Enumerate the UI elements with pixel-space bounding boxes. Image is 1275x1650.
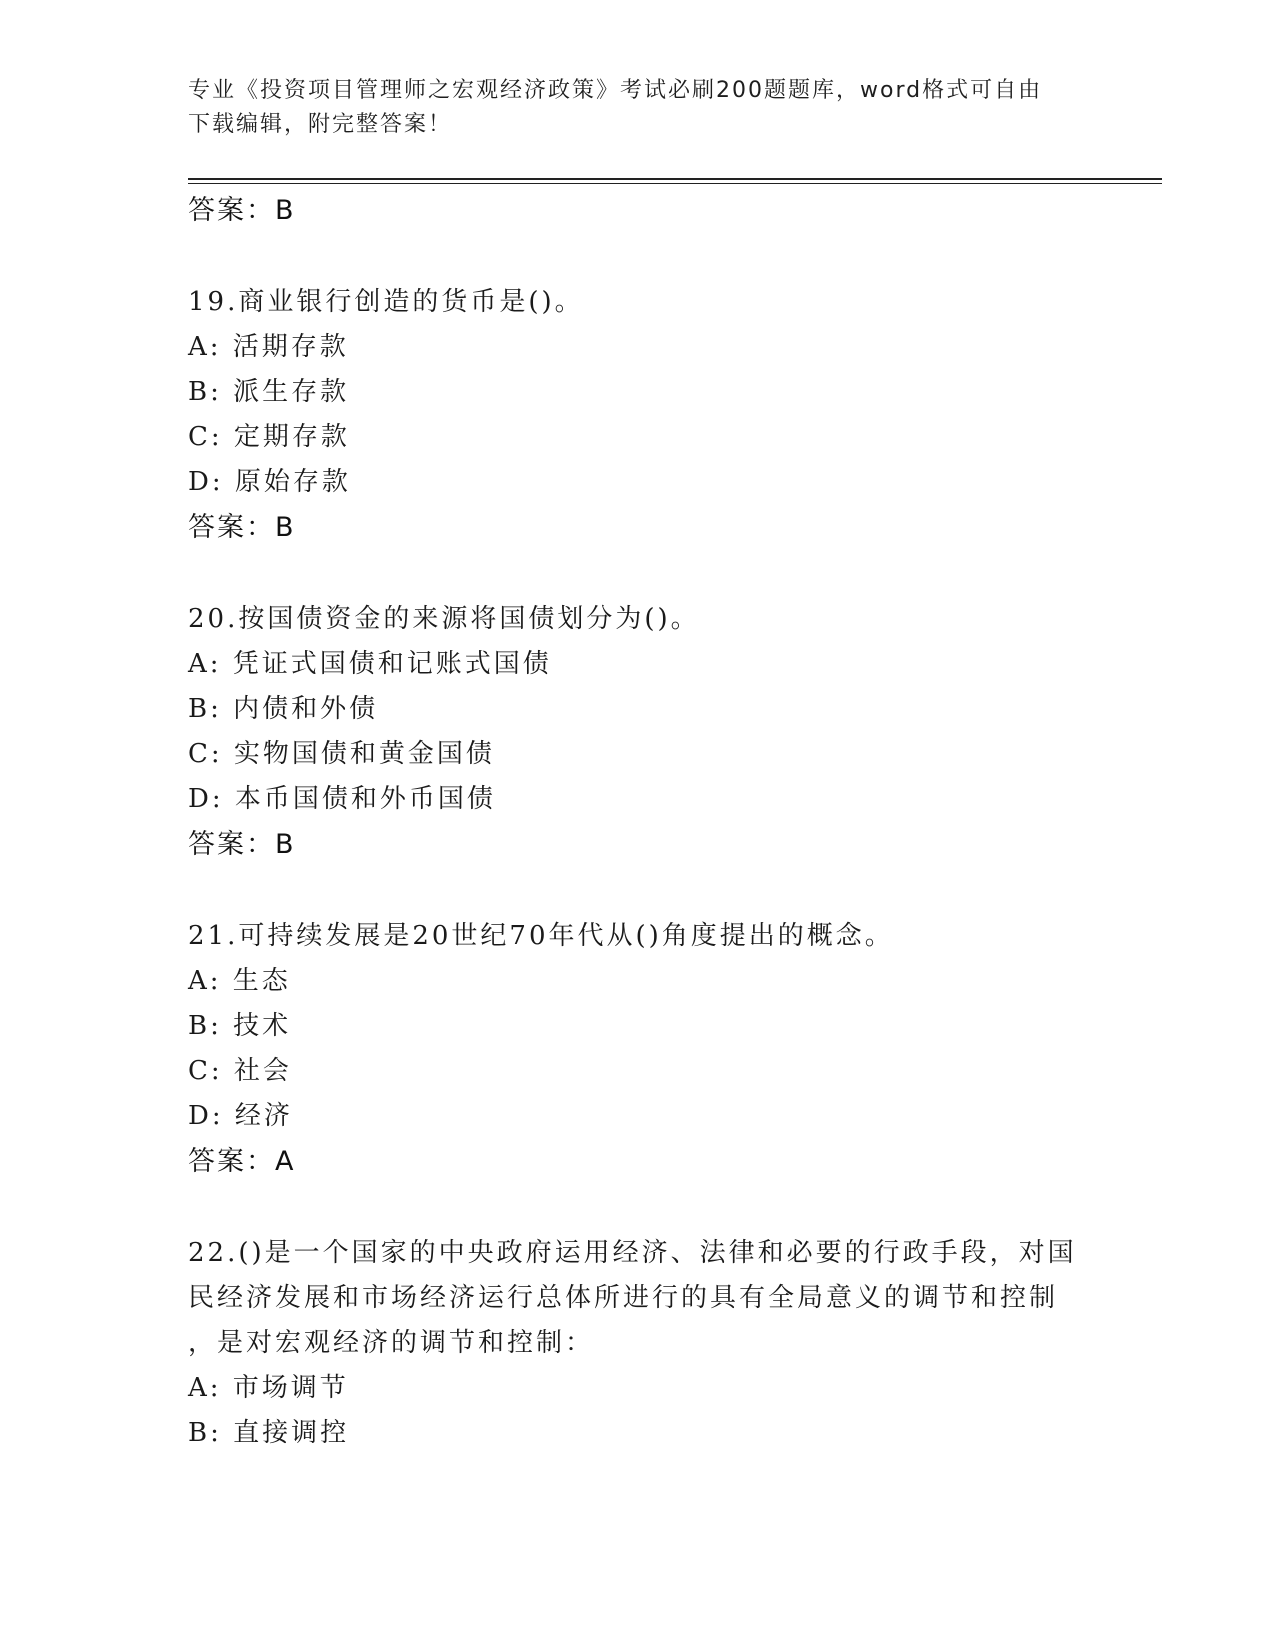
question-stem-line-1: 22.()是一个国家的中央政府运用经济、法律和必要的行政手段，对国 <box>188 1238 1077 1268</box>
option-d: D: 经济 <box>188 1101 293 1131</box>
option-a: A: 市场调节 <box>188 1373 349 1403</box>
previous-answer: 答案：B <box>188 195 296 226</box>
question-stem-line-3: ，是对宏观经济的调节和控制： <box>188 1328 595 1358</box>
option-d: D: 原始存款 <box>188 467 351 497</box>
option-b: B: 直接调控 <box>188 1418 350 1448</box>
question-stem-line-2: 民经济发展和市场经济运行总体所进行的具有全局意义的调节和控制 <box>188 1283 1059 1313</box>
question-stem: 20.按国债资金的来源将国债划分为()。 <box>188 604 700 634</box>
option-c: C: 社会 <box>188 1056 292 1086</box>
question-stem: 21.可持续发展是20世纪70年代从()角度提出的概念。 <box>188 921 894 951</box>
header-divider-thick <box>188 178 1162 180</box>
header-divider-thin <box>188 183 1162 184</box>
question-list <box>188 188 1088 1456</box>
option-b: B: 派生存款 <box>188 377 350 407</box>
header-line-2: 下载编辑，附完整答案！ <box>188 112 453 137</box>
question-21 <box>188 914 1088 1184</box>
document-header <box>188 74 1078 142</box>
question-19 <box>188 280 1088 550</box>
header-line-1: 专业《投资项目管理师之宏观经济政策》考试必刷200题题库，word格式可自由 <box>188 78 1043 103</box>
answer-line: 答案：B <box>188 512 296 543</box>
option-c: C: 实物国债和黄金国债 <box>188 739 495 769</box>
option-a: A: 凭证式国债和记账式国债 <box>188 649 552 679</box>
option-d: D: 本币国债和外币国债 <box>188 784 496 814</box>
option-b: B: 技术 <box>188 1011 292 1041</box>
option-c: C: 定期存款 <box>188 422 350 452</box>
option-a: A: 活期存款 <box>188 332 349 362</box>
option-b: B: 内债和外债 <box>188 694 379 724</box>
question-20 <box>188 597 1088 867</box>
answer-line: 答案：B <box>188 829 296 860</box>
question-stem: 19.商业银行创造的货币是()。 <box>188 287 584 317</box>
answer-line: 答案：A <box>188 1146 296 1177</box>
option-a: A: 生态 <box>188 966 291 996</box>
question-22 <box>188 1231 1088 1456</box>
